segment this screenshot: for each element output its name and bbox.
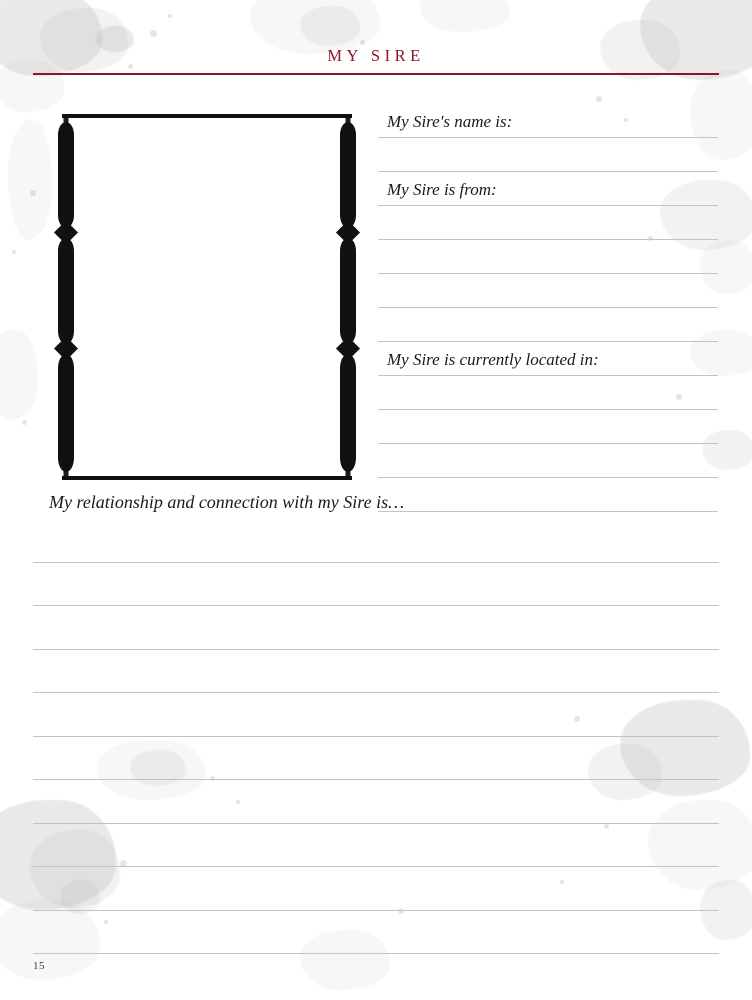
frame-bottom-bar [62,476,352,480]
writing-line[interactable] [33,953,719,954]
field-label-sire-name: My Sire's name is: [387,112,513,131]
page-title: MY SIRE [327,46,425,65]
writing-line-row[interactable] [33,519,719,563]
field-label-sire-location: My Sire is currently located in: [387,350,599,369]
writing-line-row[interactable] [378,376,718,410]
field-label-sire-from: My Sire is from: [387,180,497,199]
field-sire-from[interactable] [378,172,718,206]
writing-line-row[interactable] [33,563,719,607]
writing-line-row[interactable] [378,444,718,478]
writing-line-row[interactable] [378,240,718,274]
writing-line-row[interactable] [378,308,718,342]
writing-line-row[interactable] [378,274,718,308]
frame-right-column [334,114,362,480]
portrait-photo-area[interactable] [66,114,348,480]
writing-line-row[interactable] [33,780,719,824]
writing-line-row[interactable] [33,693,719,737]
writing-line-row[interactable] [33,650,719,694]
portrait-photo-frame[interactable] [52,114,362,480]
writing-line-row[interactable] [378,138,718,172]
writing-line-row[interactable] [33,824,719,868]
page-header [33,46,719,75]
title-divider [33,73,719,75]
frame-top-bar [62,114,352,118]
writing-line-row[interactable] [33,911,719,955]
writing-line-row[interactable] [378,206,718,240]
sire-details-fields [378,104,718,512]
writing-line-row[interactable] [33,606,719,650]
field-sire-location[interactable] [378,342,718,376]
writing-line-row[interactable] [378,410,718,444]
field-sire-name[interactable] [378,104,718,138]
relationship-section [33,492,719,954]
writing-line-row[interactable] [33,867,719,911]
page-number: 15 [33,960,45,972]
relationship-prompt: My relationship and connection with my Sire is… [49,492,405,512]
writing-line-row[interactable] [33,737,719,781]
frame-left-column [52,114,80,480]
